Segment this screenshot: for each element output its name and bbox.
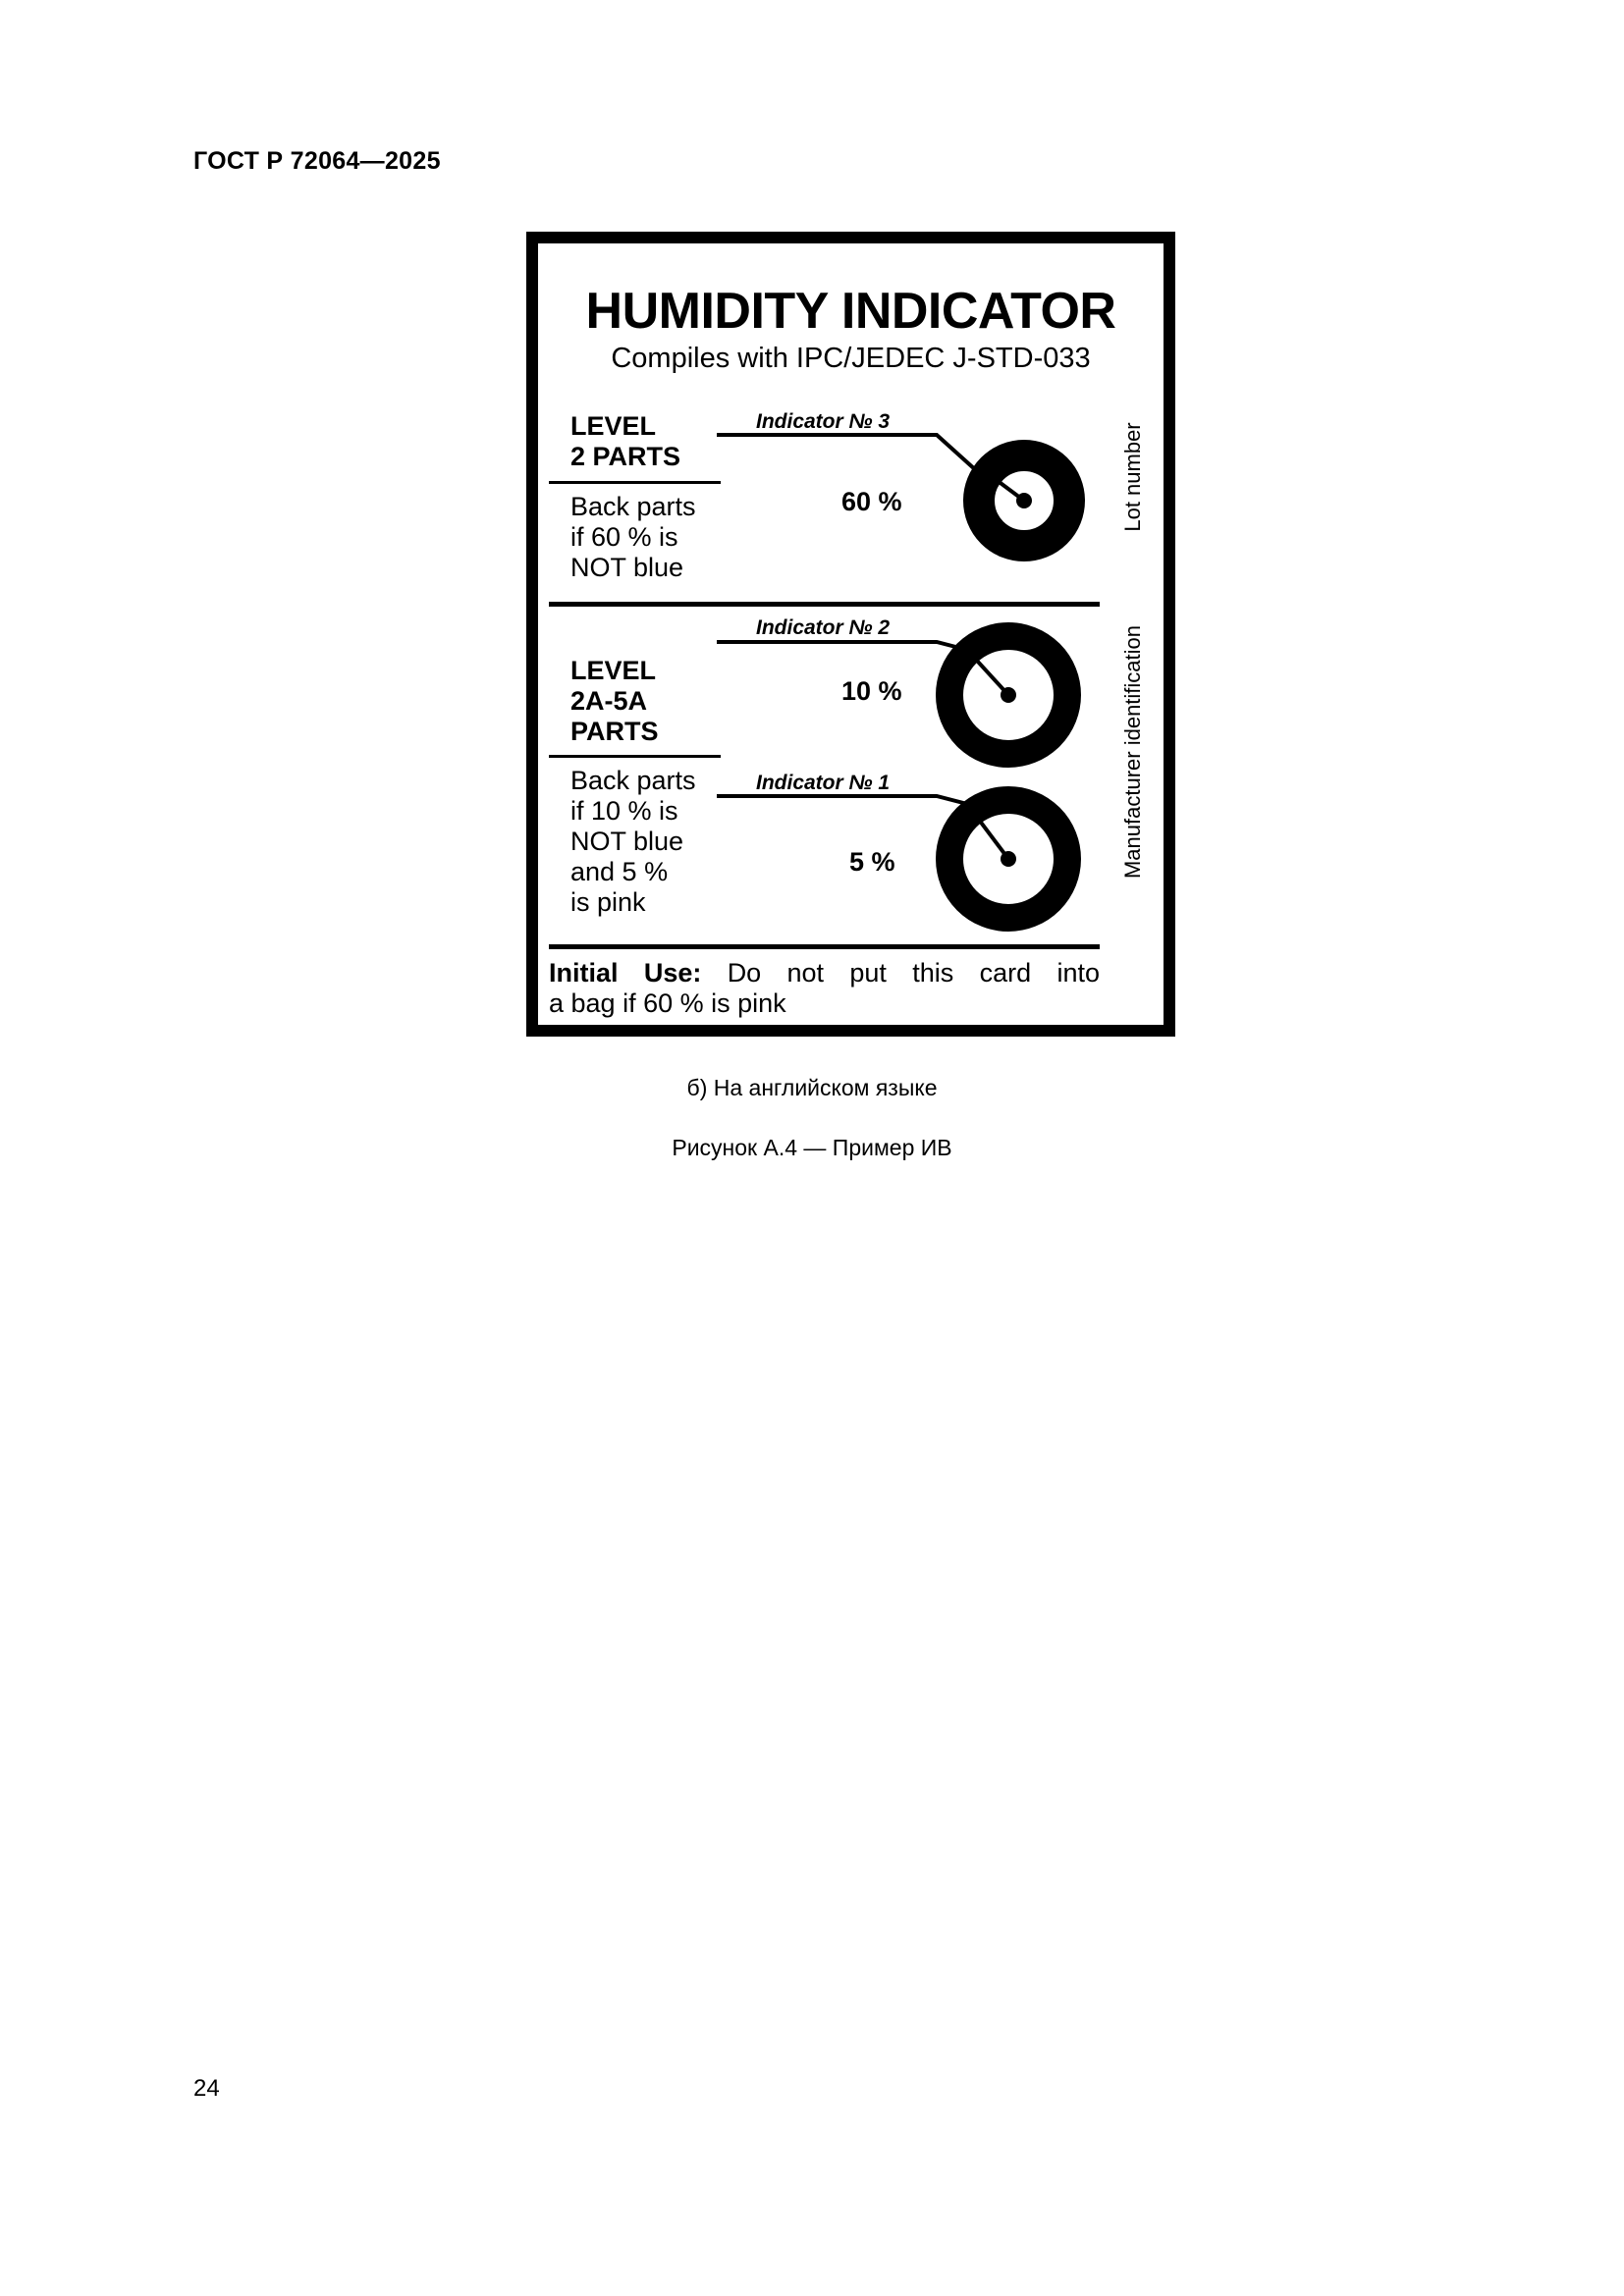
- level2a-label-line2: 2A-5A: [570, 686, 648, 716]
- level2-label-line2: 2 PARTS: [570, 442, 681, 471]
- indicator3-hub: [1016, 493, 1032, 508]
- indicator1-label: Indicator № 1: [756, 772, 891, 794]
- level2-desc-line2: if 60 % is: [570, 522, 678, 552]
- level2a-desc-line3: NOT blue: [570, 827, 684, 856]
- manufacturer-identification-label: Manufacturer identification: [1120, 624, 1145, 880]
- card-subtitle: Compiles with IPC/JEDEC J-STD-033: [611, 343, 1091, 374]
- level2a-desc-line5: is pink: [570, 887, 646, 917]
- initial-use-text: Do not put this card into: [727, 958, 1100, 988]
- indicator1-value: 5 %: [849, 847, 895, 877]
- figure-caption: Рисунок А.4 — Пример ИВ: [672, 1135, 952, 1160]
- level2-desc-line3: NOT blue: [570, 553, 684, 582]
- initial-use-line1: [549, 958, 1100, 988]
- page-number: 24: [193, 2075, 220, 2102]
- level2a-label-line3: PARTS: [570, 717, 659, 746]
- indicator2-value: 10 %: [841, 676, 902, 706]
- document-code: ГОСТ Р 72064—2025: [193, 147, 441, 175]
- indicator2-label: Indicator № 2: [756, 616, 891, 639]
- humidity-indicator-card: [526, 232, 1175, 1037]
- level2a-desc-line4: and 5 %: [570, 857, 669, 886]
- level2a-label-line1: LEVEL: [570, 656, 657, 685]
- bottom-divider: [549, 944, 1100, 949]
- initial-use-line2: a bag if 60 % is pink: [549, 988, 786, 1018]
- card-title: HUMIDITY INDICATOR: [585, 283, 1116, 340]
- level2a-desc-line2: if 10 % is: [570, 796, 678, 826]
- indicator3-leader: [717, 435, 977, 471]
- sub-caption: б) На английском языке: [686, 1075, 938, 1100]
- indicator1-hub: [1001, 851, 1016, 867]
- level2-label-line1: LEVEL: [570, 411, 657, 441]
- level2a-desc-line1: Back parts: [570, 766, 696, 795]
- initial-use-bold: Initial Use:: [549, 958, 702, 988]
- lot-number-label: Lot number: [1120, 422, 1145, 532]
- indicator2-hub: [1001, 687, 1016, 703]
- level2-desc-line1: Back parts: [570, 492, 696, 521]
- indicator3-label: Indicator № 3: [756, 410, 891, 433]
- indicator3-value: 60 %: [841, 487, 902, 516]
